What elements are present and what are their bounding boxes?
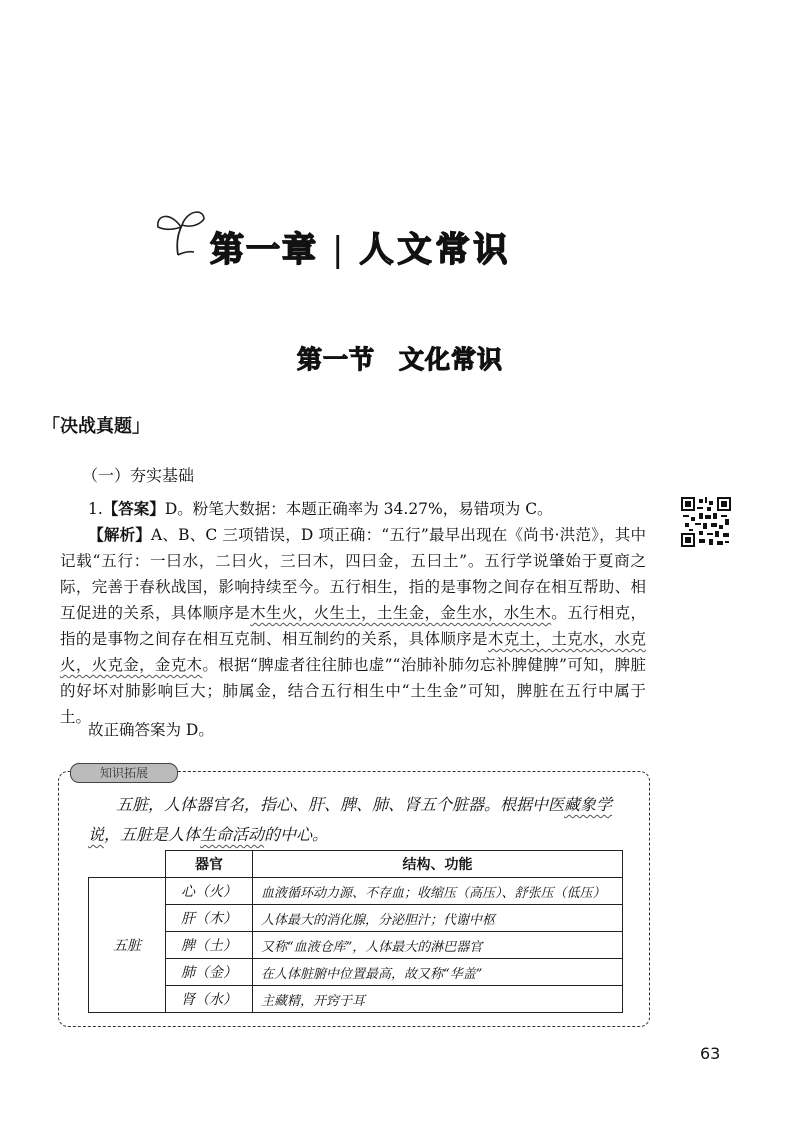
chapter-prefix: 第一章 (210, 230, 318, 270)
table-header-row (89, 851, 623, 878)
answer-line: 1.【答案】D。粉笔大数据：本题正确率为 34.27%，易错项为 C。 (88, 499, 553, 518)
block-title: 「决战真题」 (42, 416, 150, 437)
sheng-order: 木生火，火生土，土生金，金生水，水生木 (250, 604, 552, 622)
answer-text: D。粉笔大数据：本题正确率为 34.27%，易错项为 C。 (164, 500, 553, 518)
section-title (0, 340, 800, 376)
note-tab: 知识拓展 (70, 763, 178, 783)
sub-title: （一）夯实基础 (82, 466, 195, 485)
answer-tag: 【答案】 (102, 499, 165, 518)
header-organ: 器官 (166, 851, 253, 878)
analysis-tag: 【解析】 (88, 525, 152, 544)
organ-table (88, 850, 623, 1013)
table-row: 五脏 心（火） 血液循环动力源、不存血；收缩压（高压）、舒张压（低压） (89, 878, 623, 905)
page-number: 63 (700, 1044, 721, 1063)
right-bracket-icon: 」 (132, 416, 150, 437)
conclusion: 故正确答案为 D。 (88, 721, 214, 739)
table-row: 肝（木） 人体最大的消化腺，分泌胆汁；代谢中枢 (89, 905, 623, 932)
table-row: 肺（金） 在人体脏腑中位置最高，故又称“华盖” (89, 959, 623, 986)
section-name: 文化常识 (399, 345, 504, 374)
note-text: 五脏，人体器官名，指心、肝、脾、肺、肾五个脏器。根据中医藏象学说，五脏是人体生命活动的中心。 (88, 795, 613, 844)
sprout-icon (148, 205, 212, 257)
chapter-name: 人文常识 (359, 230, 512, 270)
left-bracket-icon: 「 (42, 416, 60, 437)
ke-order: 木克土，土克水，水克火，火克金，金克木 (60, 630, 646, 674)
chapter-title (210, 222, 511, 271)
section-number: 第一节 (296, 345, 375, 374)
chapter-separator: | (332, 230, 346, 270)
header-function: 结构、功能 (253, 851, 623, 878)
qr-code-icon (681, 497, 731, 547)
analysis-paragraph: 【解析】A、B、C 三项错误，D 项正确：“五行”最早出现在《尚书·洪范》，其中记载“五行：一曰水，二曰火，三曰木，四曰金，五曰土”。五行学说肇始于夏商之际，完善于春秋战国，影响持续至今。五行相生，指的是事物之间存在相互帮助、相互促进的关系，具体顺序是木生火，火生土，土生金，金生水，水生木。五行相克，指的是事物之间存在相互克制、相互制约的关系，具体顺序是木克土，土克水，水克火，火克金，金克木。根据“脾虚者往往肺也虚”“治肺补肺勿忘补脾健脾”可知，脾脏的好坏对肺影响巨大；肺属金，结合五行相生中“土生金”可知，脾脏在五行中属于土。 (60, 525, 646, 726)
table-row: 脾（土） 又称“血液仓库”，人体最大的淋巴器官 (89, 932, 623, 959)
group-cell: 五脏 (89, 878, 166, 1013)
table-row: 肾（水） 主藏精，开窍于耳 (89, 986, 623, 1013)
